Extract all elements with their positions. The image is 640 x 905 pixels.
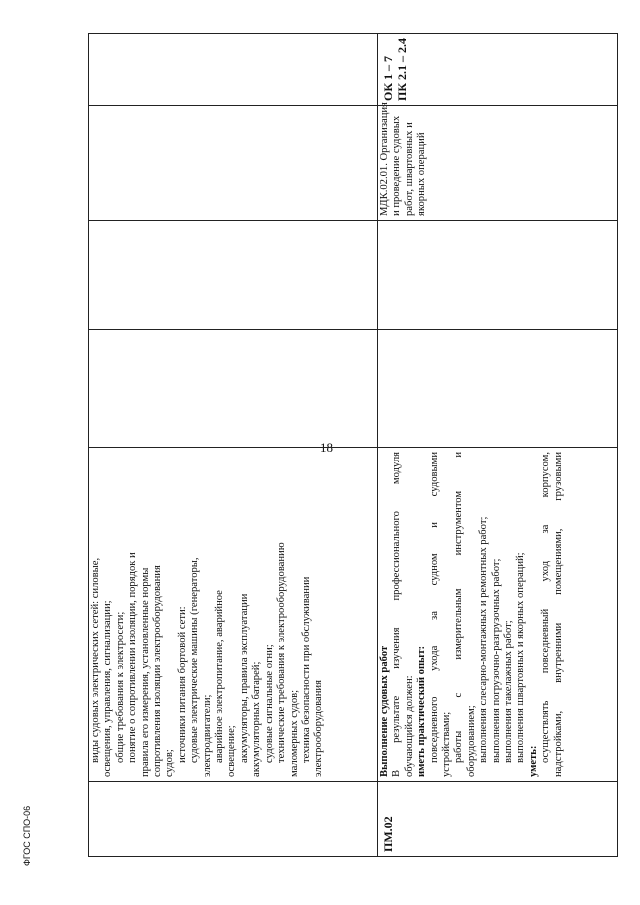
cell-empty-4 <box>89 32 377 106</box>
text-line: работы с измерительным инструментом и <box>453 452 465 763</box>
cell-empty-1 <box>378 330 617 448</box>
cell-requirements <box>378 448 617 782</box>
competency-table <box>88 33 618 857</box>
table-row-continuation <box>88 33 377 857</box>
text-line: устройствами; <box>441 711 452 777</box>
text-line: выполнения такелажных работ; <box>503 620 515 763</box>
text-line: судов; <box>164 749 176 777</box>
text-line: аккумуляторных батарей; <box>251 661 263 777</box>
footer-doc-code: ФГОС СПО-06 <box>22 805 32 866</box>
table-row-pm02 <box>377 33 618 857</box>
text-line: выполнения слесарно-монтажных и ремонтных работ; <box>478 516 490 763</box>
text-line: правила его измерения, установленные нормы <box>139 567 151 777</box>
cell-mdk <box>378 102 617 221</box>
text-line: осуществлять повседневный уход за корпусом, <box>540 452 552 763</box>
cell-index <box>89 782 377 856</box>
page-number: 18 <box>320 440 333 455</box>
text-line: понятие о сопротивлении изоляции, порядок и <box>127 552 139 763</box>
text-line: электрооборудования <box>313 680 325 777</box>
text-line: В результате изучения профессионального модуля <box>391 452 403 777</box>
cell-empty-2 <box>89 221 377 330</box>
text-line: надстройками, внутренними помещениями, грузовыми <box>552 452 564 777</box>
text-line: аварийное электропитание, аварийное <box>214 590 226 763</box>
text-line: выполнения швартовных и якорных операций; <box>515 552 527 763</box>
text-line: техника безопасности при обслуживании <box>300 576 312 763</box>
text-line: технические требования к электрооборудованию <box>276 542 288 763</box>
mdk-line: якорных операций <box>416 132 428 216</box>
mdk-line: работ, швартовных и <box>403 122 415 216</box>
text-line: уметь: <box>527 745 539 777</box>
text-line: судовые электрические машины (генераторы, <box>189 557 201 763</box>
text-line: виды судовых электрических сетей: силовые, <box>90 557 101 763</box>
cell-competencies <box>378 32 617 106</box>
cell-empty-3 <box>89 106 377 221</box>
mdk-line: и проведение судовых <box>391 115 403 216</box>
text-line: источники питания бортовой сети: <box>176 606 188 763</box>
text-line: выполнения погрузочно-разгрузочных работ; <box>490 558 502 763</box>
cell-empty-1 <box>89 330 377 448</box>
text-line: сопротивления изоляции электрооборудования <box>152 565 164 777</box>
text-line: Выполнение судовых работ <box>379 645 390 777</box>
mdk-line: МДК.02.01. Организация <box>379 102 390 216</box>
text-line: иметь практический опыт: <box>416 645 428 777</box>
text-line: обучающийся должен: <box>403 675 415 777</box>
text-line: оборудованием; <box>465 705 477 777</box>
cell-empty-2 <box>378 221 617 330</box>
cell-index: ПМ.02 <box>381 816 395 852</box>
text-line: судовые сигнальные огни; <box>263 644 275 763</box>
text-line: освещение; <box>226 725 238 777</box>
text-line: электродвигатели; <box>201 694 213 777</box>
cell-requirements <box>89 448 377 782</box>
text-line: маломерных судов; <box>288 689 300 777</box>
text-line: общие требования к электросети; <box>114 611 126 763</box>
competency-code: ПК 2.1 – 2.4 <box>395 37 409 101</box>
text-line: повседневного ухода за судном и судовыми <box>428 452 440 763</box>
competency-code: ОК 1 – 7 <box>381 55 395 101</box>
rotated-table-frame <box>88 33 618 857</box>
text-line: освещения, управления, сигнализации; <box>102 600 114 777</box>
text-line: аккумуляторы, правила эксплуатации <box>238 593 250 763</box>
